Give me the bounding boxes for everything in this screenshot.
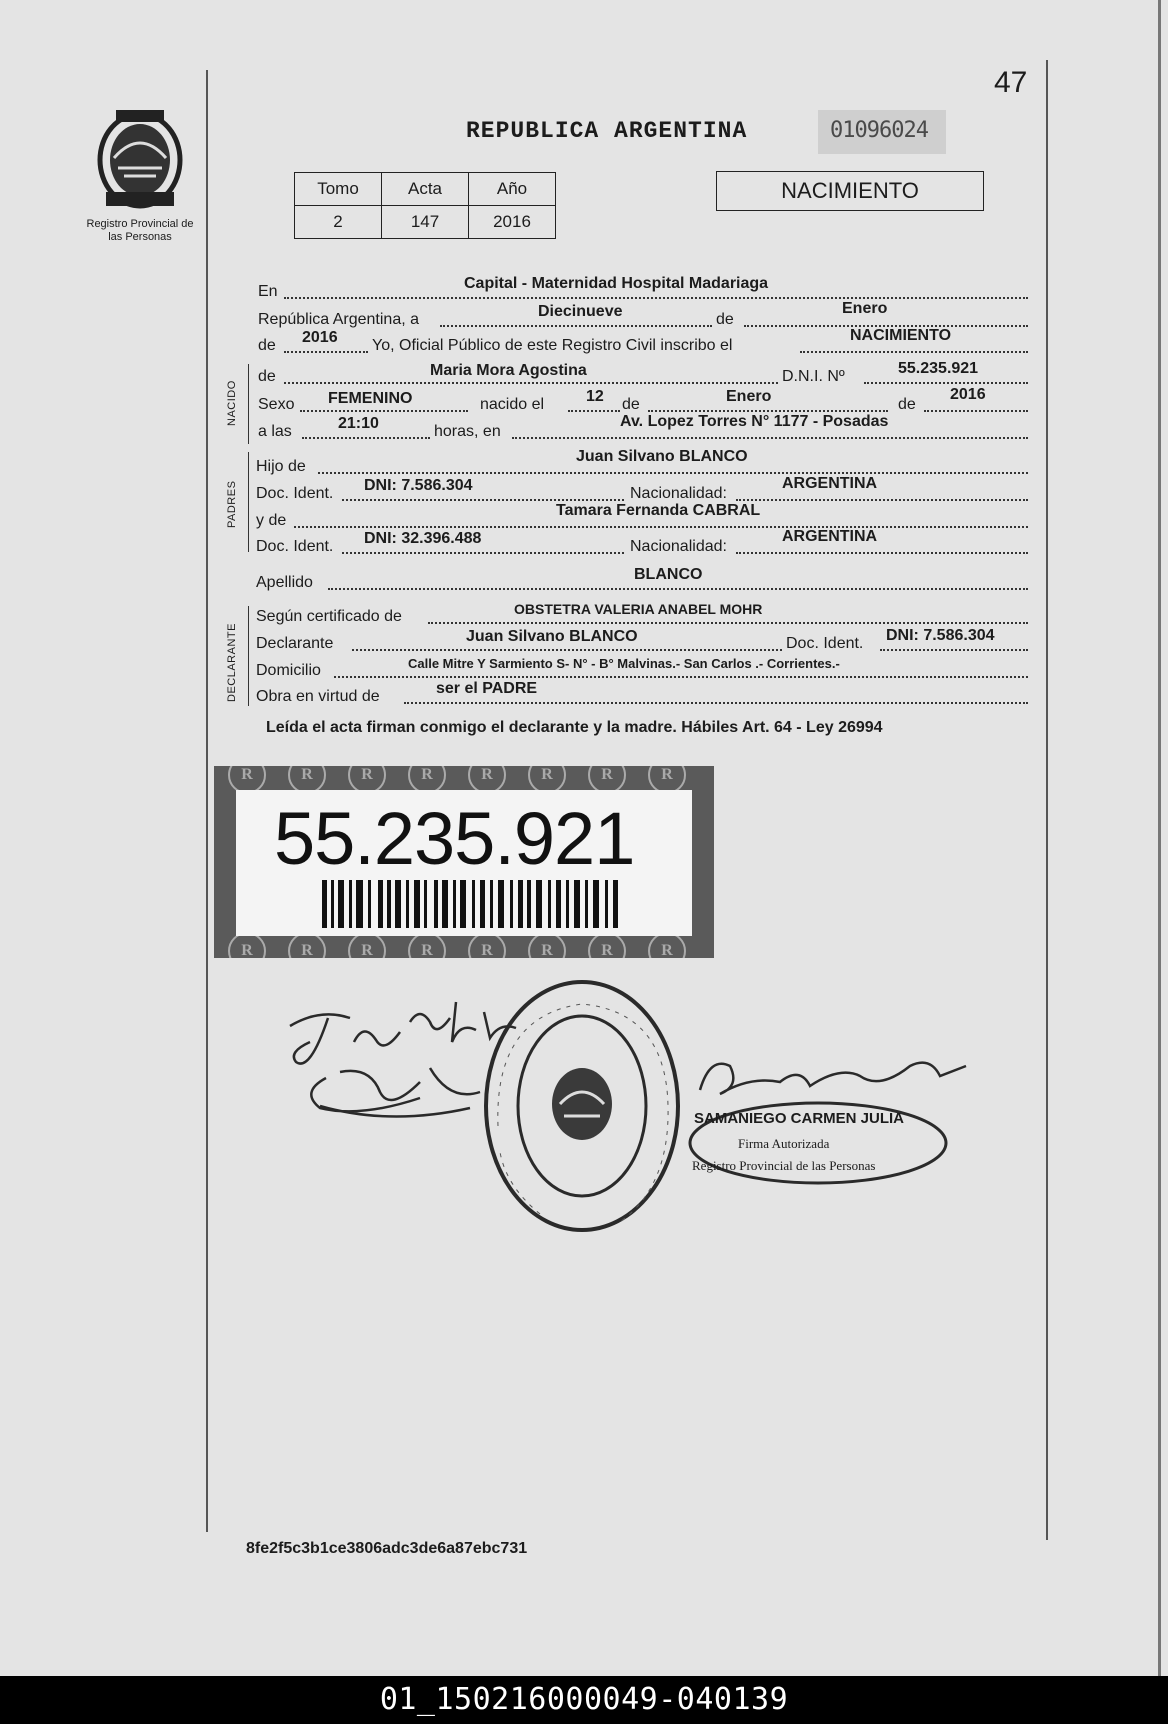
label-id-number: 55.235.921 (274, 797, 635, 880)
record-kind: NACIMIENTO (850, 327, 952, 344)
pattern-r: R (288, 766, 326, 794)
declarant-doc: DNI: 7.586.304 (886, 627, 995, 644)
dots-line-5b (568, 410, 620, 412)
dots-line-4a (284, 382, 778, 384)
label-apellido: Apellido (256, 574, 313, 591)
dots-line-4b (864, 382, 1028, 384)
label-obra: Obra en virtud de (256, 688, 380, 705)
dots-line-3a (284, 351, 368, 353)
dots-line-10b (736, 552, 1028, 554)
birth-year: 2016 (950, 386, 986, 403)
page-edge-line (1158, 0, 1161, 1676)
record-type-box: NACIMIENTO (716, 171, 984, 211)
label-en: En (258, 283, 278, 300)
label-declarante: Declarante (256, 635, 334, 652)
dots-line-15 (404, 702, 1028, 704)
dots-line-6b (512, 437, 1028, 439)
padres-bracket (248, 452, 249, 552)
pattern-r: R (588, 766, 626, 794)
label-republica: República Argentina, a (258, 311, 419, 328)
official-stamp-name: SAMANIEGO CARMEN JULIA (694, 1110, 905, 1127)
label-de-2: de (258, 337, 276, 354)
section-nacido: NACIDO (226, 380, 238, 426)
label-doc-ident-1: Doc. Ident. (256, 485, 334, 502)
label-de-1: de (716, 311, 734, 328)
right-margin-line (1046, 60, 1048, 1540)
declarant-capacity: ser el PADRE (436, 680, 538, 697)
father-doc: DNI: 7.586.304 (364, 477, 473, 494)
dots-line-14 (334, 676, 1028, 678)
pattern-r: R (588, 932, 626, 958)
dots-line-13b (880, 649, 1028, 651)
dots-line-1 (284, 297, 1028, 299)
pattern-r: R (408, 766, 446, 794)
dots-line-3b (800, 351, 1028, 353)
label-nacido-el: nacido el (480, 396, 545, 413)
barcode (322, 880, 622, 928)
official-signature (690, 1046, 970, 1102)
child-dni: 55.235.921 (898, 360, 979, 377)
label-a-las: a las (258, 423, 292, 440)
label-segun-certificado: Según certificado de (256, 608, 402, 625)
value-anio: 2016 (469, 206, 556, 239)
dots-line-7 (318, 472, 1028, 474)
dots-line-5c (648, 410, 888, 412)
birth-time: 21:10 (338, 415, 379, 432)
dots-line-5a (300, 410, 468, 412)
label-horas-en: horas, en (434, 423, 501, 440)
declarant-address: Calle Mitre Y Sarmiento S- N° - B° Malvinas.- San Carlos .- Corrientes.- (408, 656, 840, 671)
day-text: Diecinueve (538, 303, 623, 320)
value-tomo: 2 (295, 206, 382, 239)
value-acta: 147 (382, 206, 469, 239)
father-nationality: ARGENTINA (782, 475, 878, 492)
label-de-3: de (258, 368, 276, 385)
dots-line-11 (328, 588, 1028, 590)
country-title: REPUBLICA ARGENTINA (466, 118, 748, 144)
certificate-issuer: OBSTETRA VALERIA ANABEL MOHR (514, 601, 763, 617)
mother-name: Tamara Fernanda CABRAL (556, 502, 761, 519)
label-dni: D.N.I. Nº (782, 368, 845, 385)
nacido-bracket (248, 364, 249, 444)
dots-line-8b (736, 499, 1028, 501)
birth-address: Av. Lopez Torres N° 1177 - Posadas (620, 413, 889, 430)
year-text: 2016 (302, 329, 338, 346)
id-label-sticker (214, 766, 714, 958)
dots-line-6a (302, 437, 430, 439)
dots-line-2a (440, 325, 712, 327)
pattern-r: R (468, 932, 506, 958)
pattern-r: R (468, 766, 506, 794)
province-coat-of-arms-logo (90, 108, 190, 212)
pattern-r: R (228, 932, 266, 958)
label-hijo-de: Hijo de (256, 458, 306, 475)
dots-line-12 (428, 622, 1028, 624)
surname: BLANCO (634, 566, 703, 583)
pattern-r: R (528, 766, 566, 794)
official-stamp-org: Registro Provincial de las Personas (692, 1158, 876, 1173)
pattern-r: R (528, 932, 566, 958)
label-de-4: de (622, 396, 640, 413)
left-margin-line (206, 70, 208, 1532)
label-de-5: de (898, 396, 916, 413)
label-doc-ident-3: Doc. Ident. (786, 635, 864, 652)
header-anio: Año (469, 173, 556, 206)
official-round-seal (480, 976, 684, 1236)
pattern-r: R (408, 932, 446, 958)
header-acta: Acta (382, 173, 469, 206)
label-nacionalidad-1: Nacionalidad: (630, 485, 727, 502)
pattern-r: R (348, 932, 386, 958)
section-padres: PADRES (226, 480, 238, 528)
tomo-acta-anio-table (294, 172, 556, 239)
month-text: Enero (842, 300, 888, 317)
pattern-r: R (648, 932, 686, 958)
declarante-bracket (248, 606, 249, 706)
serial-number: 01096024 (830, 118, 928, 143)
pattern-r: R (288, 932, 326, 958)
dots-line-10a (342, 552, 624, 554)
pattern-r: R (228, 766, 266, 794)
label-y-de: y de (256, 512, 287, 529)
birth-place-registry: Capital - Maternidad Hospital Madariaga (464, 275, 769, 292)
dots-line-5d (924, 410, 1028, 412)
label-white-area (236, 790, 692, 936)
document-hash: 8fe2f5c3b1ce3806adc3de6a87ebc731 (246, 1540, 528, 1557)
label-yo-oficial: Yo, Oficial Público de este Registro Civil inscribo el (372, 337, 733, 354)
official-stamp-role: Firma Autorizada (738, 1136, 830, 1151)
label-nacionalidad-2: Nacionalidad: (630, 538, 727, 555)
father-name: Juan Silvano BLANCO (576, 448, 748, 465)
child-name: Maria Mora Agostina (430, 362, 587, 379)
dots-line-13a (352, 649, 782, 651)
birth-month: Enero (726, 388, 772, 405)
child-sex: FEMENINO (328, 390, 413, 407)
registry-name: Registro Provincial de las Personas (86, 218, 194, 243)
birth-day: 12 (586, 388, 604, 405)
closing-statement: Leída el acta firman conmigo el declarante y la madre. Hábiles Art. 64 - Ley 26994 (266, 719, 883, 736)
label-doc-ident-2: Doc. Ident. (256, 538, 334, 555)
section-declarante: DECLARANTE (226, 623, 238, 702)
declarant-name: Juan Silvano BLANCO (466, 628, 638, 645)
label-domicilio: Domicilio (256, 662, 321, 679)
header-tomo: Tomo (295, 173, 382, 206)
dots-line-9 (294, 526, 1028, 528)
dots-line-8a (342, 499, 624, 501)
mother-nationality: ARGENTINA (782, 528, 878, 545)
mother-doc: DNI: 32.396.488 (364, 530, 482, 547)
label-sexo: Sexo (258, 396, 295, 413)
page-number: 47 (994, 66, 1028, 99)
pattern-r: R (348, 766, 386, 794)
pattern-r: R (648, 766, 686, 794)
file-caption: 01_150216000049-040139 (0, 1676, 1168, 1724)
